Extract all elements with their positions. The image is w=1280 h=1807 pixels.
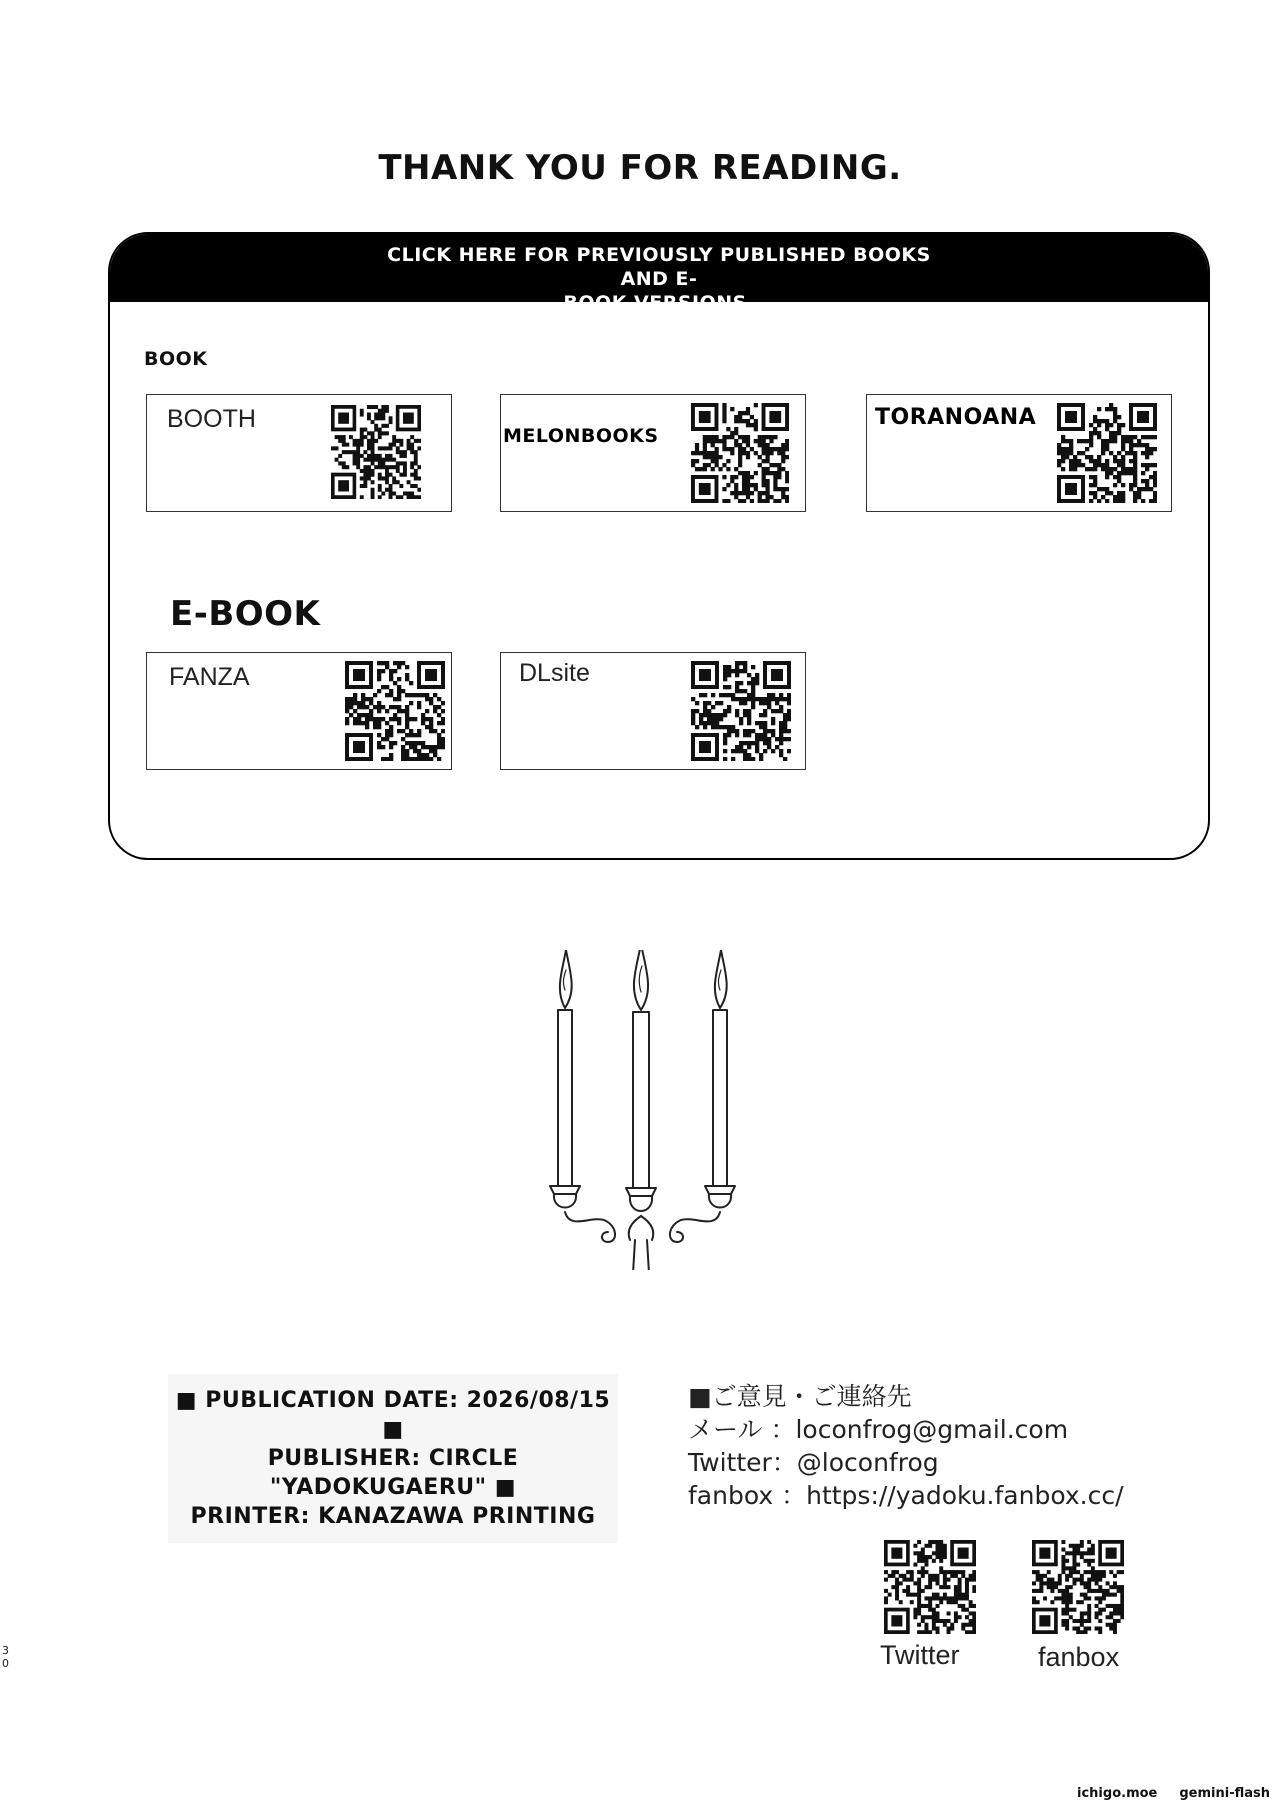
store-name: TORANOANA (875, 405, 1037, 430)
contact-mail-row (688, 1413, 1124, 1446)
contact-fanbox-row (688, 1479, 1124, 1512)
mail-address[interactable]: loconfrog@gmail.com (795, 1415, 1069, 1444)
card-header-line-2: BOOK VERSIONS. (563, 292, 755, 314)
store-link-dlsite[interactable] (500, 652, 806, 770)
candelabra-icon (520, 950, 740, 1270)
twitter-qr-label: Twitter (880, 1640, 960, 1670)
store-name: BOOTH (167, 405, 256, 433)
page-number (2, 1644, 10, 1670)
twitter-label: Twitter： (688, 1448, 797, 1477)
printer: PRINTER: KANAZAWA PRINTING (190, 1504, 596, 1529)
publisher: PUBLISHER: CIRCLE "YADOKUGAERU" ■ (267, 1446, 519, 1500)
publication-date: ■ PUBLICATION DATE: 2026/08/15 ■ (175, 1388, 611, 1442)
colophon (168, 1374, 618, 1543)
fanbox-url[interactable]: https://yadoku.fanbox.cc/ (806, 1481, 1124, 1510)
mail-label: メール ： (688, 1415, 796, 1444)
store-link-melonbooks[interactable] (500, 394, 806, 512)
footer-site: ichigo.moe (1077, 1786, 1158, 1801)
footer (1055, 1786, 1270, 1801)
store-name: DLsite (519, 659, 590, 687)
qr-code-icon (1057, 403, 1157, 503)
card-header-line-1: CLICK HERE FOR PREVIOUSLY PUBLISHED BOOKS AND E- (387, 244, 931, 290)
page-title: THANK YOU FOR READING. (378, 148, 902, 188)
page-number-digit: 3 (2, 1644, 9, 1657)
qr-code-icon[interactable] (1032, 1540, 1124, 1634)
contact-twitter-row (688, 1446, 1124, 1479)
qr-code-icon[interactable] (884, 1540, 976, 1634)
book-section-label: BOOK (144, 348, 208, 370)
store-name: FANZA (169, 663, 250, 691)
fanbox-qr-label: fanbox (1038, 1642, 1120, 1672)
fanbox-label: fanbox ： (688, 1481, 807, 1510)
store-link-toranoana[interactable] (866, 394, 1172, 512)
contact-heading: ■ご意見・ご連絡先 (688, 1382, 912, 1411)
qr-code-icon (691, 403, 789, 503)
qr-code-icon (691, 661, 791, 761)
qr-code-icon (345, 661, 445, 761)
footer-model: gemini-flash (1179, 1786, 1270, 1801)
contact-info (688, 1380, 1124, 1512)
store-link-fanza[interactable] (146, 652, 452, 770)
store-name: MELONBOOKS (503, 425, 659, 447)
qr-code-icon (331, 405, 421, 499)
card-header (110, 234, 1208, 314)
store-link-booth[interactable] (146, 394, 452, 512)
page-number-digit: 0 (2, 1657, 9, 1670)
ebook-section-label: E-BOOK (170, 594, 321, 634)
twitter-handle[interactable]: @loconfrog (796, 1448, 939, 1477)
